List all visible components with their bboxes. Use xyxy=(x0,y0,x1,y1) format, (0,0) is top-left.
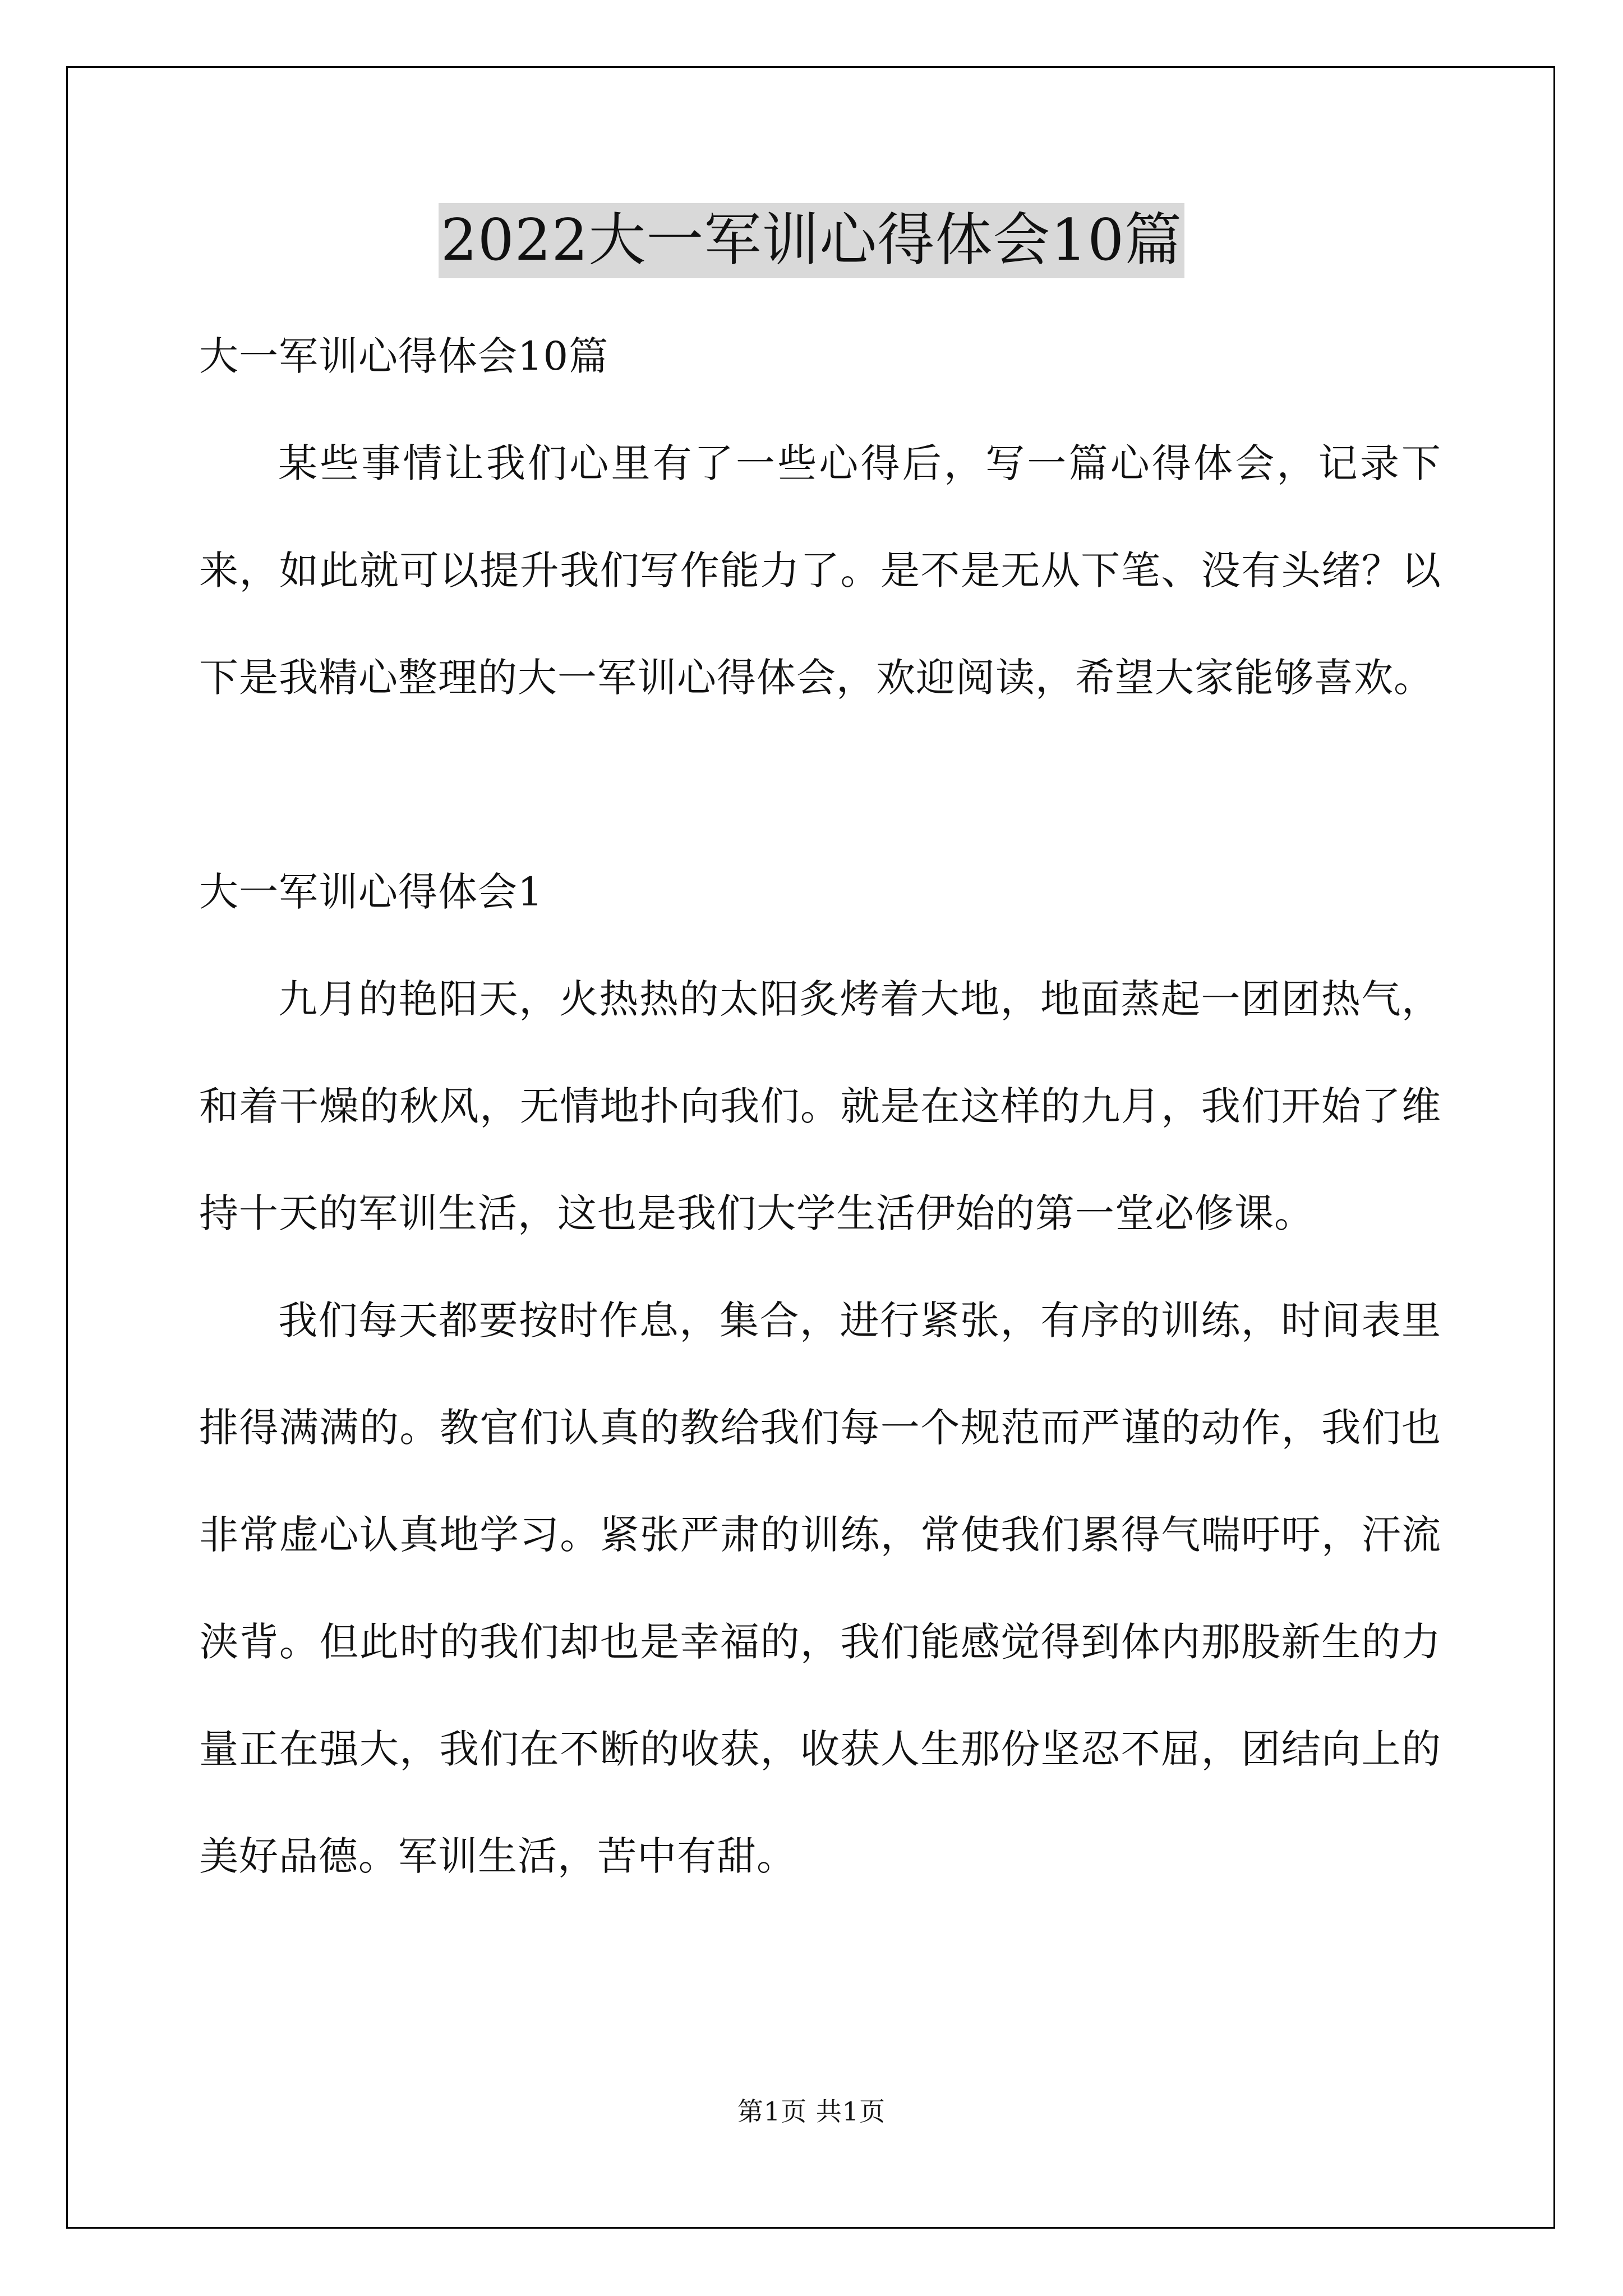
page-footer: 第1页 共1页 xyxy=(737,2096,886,2127)
document-body xyxy=(199,303,1441,1910)
section-spacer xyxy=(199,731,1441,839)
section1-paragraph-2: 我们每天都要按时作息，集合，进行紧张，有序的训练，时间表里排得满满的。教官们认真的教给我们每一个规范而严谨的动作，我们也非常虚心认真地学习。紧张严肃的训练，常使我们累得气喘吁吁，汗流浃背。但此时的我们却也是幸福的，我们能感觉得到体内那股新生的力量正在强大，我们在不断的收获，收获人生那份坚忍不屈，团结向上的美好品德。军训生活，苦中有甜。 xyxy=(199,1297,1441,1879)
intro-subheading: 大一军训心得体会10篇 xyxy=(199,333,609,379)
document-title: 2022大一军训心得体会10篇 xyxy=(439,203,1184,278)
intro-paragraph: 某些事情让我们心里有了一些心得后，写一篇心得体会，记录下来，如此就可以提升我们写作能力了。是不是无从下笔、没有头绪？以下是我精心整理的大一军训心得体会，欢迎阅读，希望大家能够喜欢。 xyxy=(199,440,1441,701)
section1-heading: 大一军训心得体会1 xyxy=(199,869,543,915)
section1-paragraph-1: 九月的艳阳天，火热热的太阳炙烤着大地，地面蒸起一团团热气，和着干燥的秋风，无情地扑向我们。就是在这样的九月，我们开始了维持十天的军训生活，这也是我们大学生活伊始的第一堂必修课。 xyxy=(199,976,1441,1236)
title-container xyxy=(0,203,1623,278)
